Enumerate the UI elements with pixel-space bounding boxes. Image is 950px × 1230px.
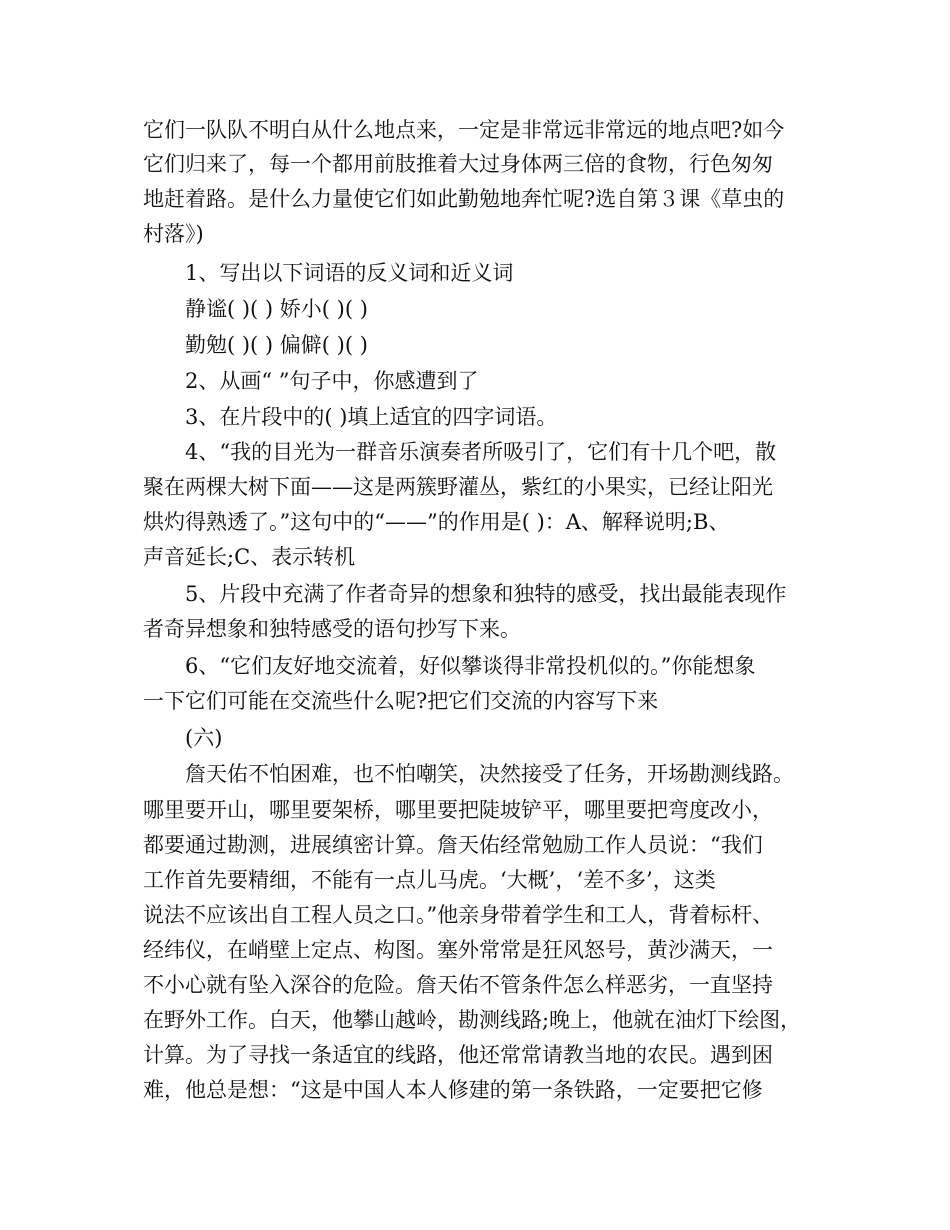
paragraph-line: 不小心就有坠入深谷的危险。詹天佑不管条件怎么样恶劣，一直坚持 — [143, 973, 773, 997]
paragraph-line: 村落》) — [143, 222, 204, 246]
paragraph-line: 工作首先要精细，不能有一点儿马虎。‘大概’，‘差不多’，这类 — [143, 868, 716, 892]
question-line: 2、从画“ ”句子中，你感遭到了 — [185, 369, 479, 393]
question-line: 烘灼得熟透了。”这句中的“——”的作用是( )：A、解释说明;B、 — [143, 510, 730, 534]
question-line: 勤勉( )( ) 偏僻( )( ) — [185, 333, 368, 357]
paragraph-line: 它们一队队不明白从什么地点来，一定是非常远非常远的地点吧?如今 — [143, 118, 785, 142]
paragraph-line: 难，他总是想：“这是中国人本人修建的第一条铁路，一定要把它修 — [143, 1078, 763, 1102]
question-line: 者奇异想象和独特感受的语句抄写下来。 — [143, 617, 521, 641]
question-line: 5、片段中充满了作者奇异的想象和独特的感受，找出最能表现作 — [185, 582, 787, 606]
question-line: 声音延长;C、表示转机 — [143, 545, 356, 569]
paragraph-line: 计算。为了寻找一条适宜的线路，他还常常请教当地的农民。遇到困 — [143, 1043, 773, 1067]
question-line: 3、在片段中的( )填上适宜的四字词语。 — [185, 405, 558, 429]
paragraph-line: 它们归来了，每一个都用前肢推着大过身体两三倍的食物，行色匆匆 — [143, 152, 773, 176]
paragraph-line: 说法不应该出自工程人员之口。”他亲身带着学生和工人，背着标杆、 — [143, 903, 774, 927]
question-line: 4、“我的目光为一群音乐演奏者所吸引了，它们有十几个吧，散 — [185, 440, 777, 464]
paragraph-line: 经纬仪，在峭壁上定点、构图。塞外常常是狂风怒号，黄沙满天，一 — [143, 938, 773, 962]
paragraph-line: 都要通过勘测，进展缜密计算。詹天佑经常勉励工作人员说：“我们 — [143, 833, 763, 857]
question-line: 聚在两棵大树下面——这是两簇野灌丛，紫红的小果实，已经让阳光 — [143, 475, 773, 499]
paragraph-line: 地赶着路。是什么力量使它们如此勤勉地奔忙呢?选自第３课《草虫的 — [143, 187, 785, 211]
question-line: 1、写出以下词语的反义词和近义词 — [185, 261, 514, 285]
paragraph-line: 哪里要开山，哪里要架桥，哪里要把陡坡铲平，哪里要把弯度改小， — [143, 798, 773, 822]
section-heading: (六) — [185, 726, 223, 750]
paragraph-line: 詹天佑不怕困难，也不怕嘲笑，决然接受了任务，开场勘测线路。 — [185, 762, 794, 786]
question-line: 一下它们可能在交流些什么呢?把它们交流的内容写下来 — [143, 689, 659, 713]
question-line: 6、“它们友好地交流着，好似攀谈得非常投机似的。”你能想象 — [185, 654, 756, 678]
question-line: 静谧( )( ) 娇小( )( ) — [185, 297, 368, 321]
paragraph-line: 在野外工作。白天，他攀山越岭，勘测线路;晚上，他就在油灯下绘图， — [143, 1008, 802, 1032]
